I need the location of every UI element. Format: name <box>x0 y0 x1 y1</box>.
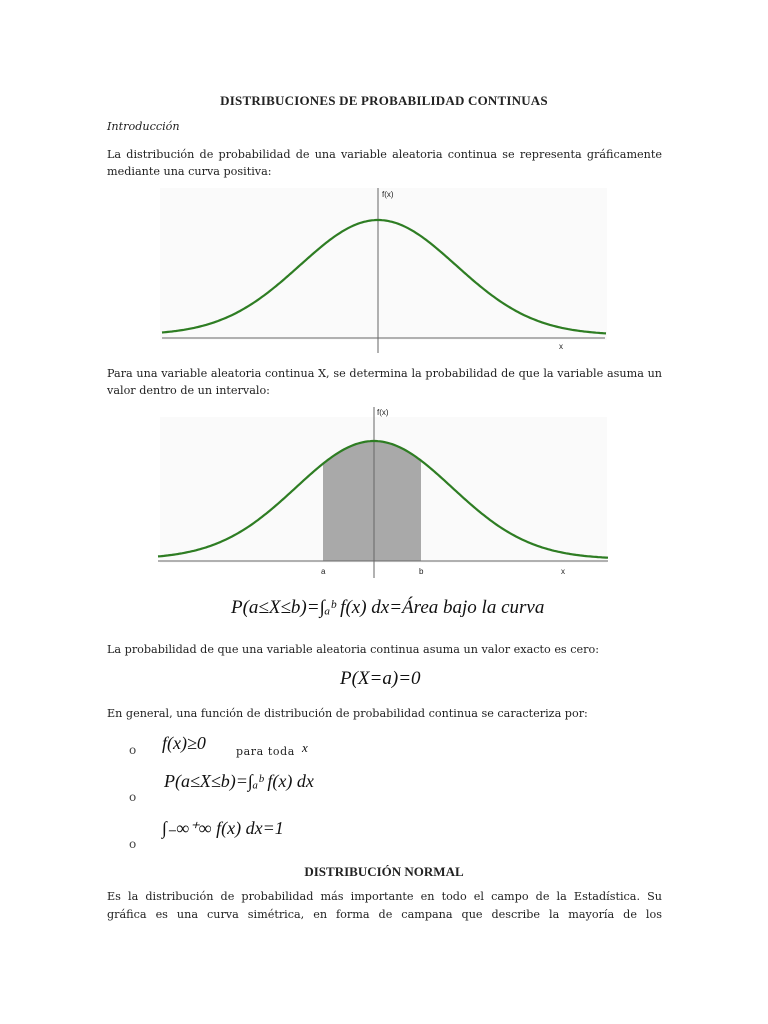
bullet-marker: o <box>129 743 137 757</box>
bullet-marker: o <box>129 790 137 804</box>
intro-heading: Introducción <box>107 120 180 133</box>
paragraph-properties: En general, una función de distribución de probabilidad continua se caracteriza por: <box>107 707 588 720</box>
paragraph-normal-line1: Es la distribución de probabilidad más importante en todo el campo de la Estadística. Su <box>107 890 662 903</box>
figure2-x-label: x <box>561 567 565 576</box>
intro-paragraph: La distribución de probabilidad de una variable aleatoria continua se representa gráficamente mediante una curva positiva: <box>107 148 662 178</box>
property-nonnegative: f(x)≥0 <box>162 733 206 753</box>
property-nonnegative-suffix: para toda <box>236 745 295 758</box>
figure1-y-label: f(x) <box>382 190 394 199</box>
figure2-b-label: b <box>419 567 424 576</box>
figure-area-under-curve <box>150 402 620 578</box>
paragraph-exact-value: La probabilidad de que una variable aleatoria continua asuma un valor exacto es cero: <box>107 643 599 656</box>
figure2-shaded-area <box>323 441 421 561</box>
property-nonnegative-var: x <box>302 740 308 755</box>
page-title: DISTRIBUCIONES DE PROBABILIDAD CONTINUAS <box>220 93 548 108</box>
figure2-a-label: a <box>321 567 326 576</box>
formula-interval-probability: P(a≤X≤b)=∫ₐᵇ f(x) dx=Área bajo la curva <box>231 597 545 618</box>
figure1-x-label: x <box>559 342 563 351</box>
figure-bell-curve <box>150 183 620 355</box>
paragraph-interval: Para una variable aleatoria continua X, se determina la probabilidad de que la variable asuma un valor dentro de un intervalo: <box>107 367 662 397</box>
formula-exact-value: P(X=a)=0 <box>340 668 421 689</box>
figure2-y-label: f(x) <box>377 408 389 417</box>
section-title: DISTRIBUCIÓN NORMAL <box>304 864 464 879</box>
paragraph-normal-line2: gráfica es una curva simétrica, en forma de campana que describe la mayoría de los <box>107 908 662 921</box>
bullet-marker: o <box>129 837 137 851</box>
property-interval-integral: P(a≤X≤b)=∫ₐᵇ f(x) dx <box>164 771 314 791</box>
property-total-integral: ∫₋∞⁺∞ f(x) dx=1 <box>162 818 284 838</box>
